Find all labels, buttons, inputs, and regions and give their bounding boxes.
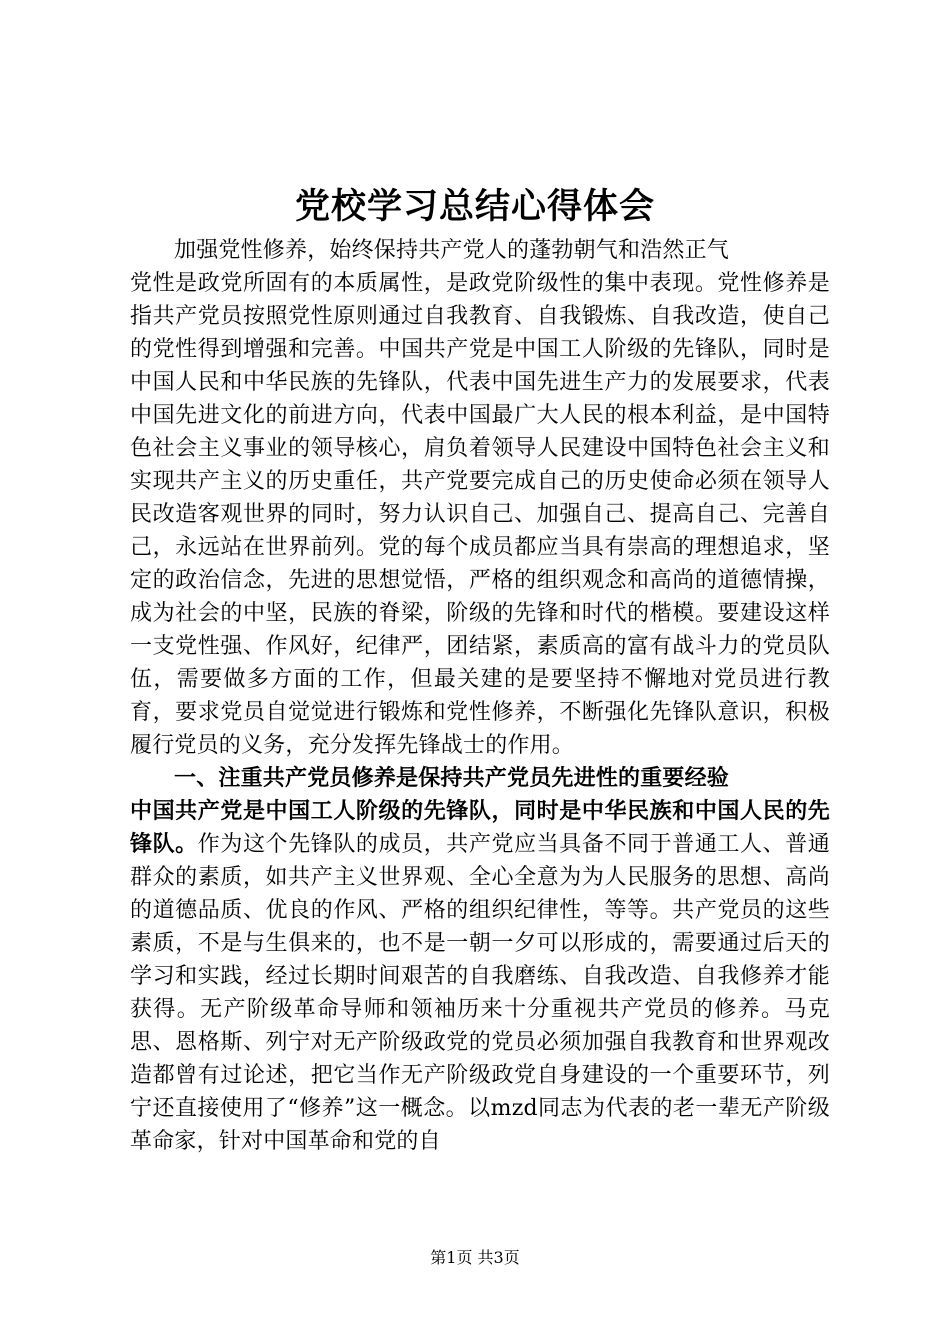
section-one-bold-lead: 中国共产党是中国工人阶级的先锋队，同时是中华民族和中国人民的先锋队。	[130, 798, 830, 857]
document-body	[130, 234, 830, 1158]
page-footer: 第1页 共3页	[430, 1248, 520, 1267]
section-intro-text: 党性是政党所固有的本质属性，是政党阶级性的集中表现。党性修养是指共产党员按照党性原则通过自我教育、自我锻炼、自我改造，使自己的党性得到增强和完善。中国共产党是中国工人阶级的先锋队，同时是中国人民和中华民族的先锋队，代表中国先进生产力的发展要求，代表中国先进文化的前进方向，代表中国最广大人民的根本利益，是中国特色社会主义事业的领导核心，肩负着领导人民建设中国特色社会主义和实现共产主义的历史重任，共产党要完成自己的历史使命必须在领导人民改造客观世界的同时，努力认识自己、加强自己、提高自己、完善自己，永远站在世界前列。党的每个成员都应当具有崇高的理想追求，坚定的政治信念，先进的思想觉悟，严格的组织观念和高尚的道德情操，成为社会的中坚，民族的脊梁，阶级的先锋和时代的楷模。要建设这样一支党性强、作风好，纪律严，团结紧，素质高的富有战斗力的党员队伍，需要做多方面的工作，但最关建的是要坚持不懈地对党员进行教育，要求党员自觉觉进行锻炼和党性修养，不断强化先锋队意识，积极履行党员的义务，充分发挥先锋战士的作用。	[130, 271, 830, 758]
section-one-heading: 一、注重共产党员修养是保持共产党员先进性的重要经验	[174, 765, 730, 791]
section-intro-heading: 加强党性修养，始终保持共产党人的蓬勃朝气和浩然正气	[174, 238, 730, 263]
section-one-text: 作为这个先锋队的成员，共产党应当具备不同于普通工人、普通群众的素质，如共产主义世界观、全心全意为为人民服务的思想、高尚的道德品质、优良的作风、严格的组织纪律性，等等。共产党员的这些素质，不是与生俱来的，也不是一朝一夕可以形成的，需要通过后天的学习和实践，经过长期时间艰苦的自我磨练、自我改造、自我修养才能获得。无产阶级革命导师和领袖历来十分重视共产党员的修养。马克思、恩格斯、列宁对无产阶级政党的党员必须加强自我教育和世界观改造都曾有过论述，把它当作无产阶级政党自身建设的一个重要环节，列宁还直接使用了“修养”这一概念。以mzd同志为代表的老一辈无产阶级革命家，针对中国革命和党的自	[130, 832, 830, 1154]
section-one-paragraph	[130, 795, 830, 1158]
document-title: 党校学习总结心得体会	[294, 186, 655, 227]
